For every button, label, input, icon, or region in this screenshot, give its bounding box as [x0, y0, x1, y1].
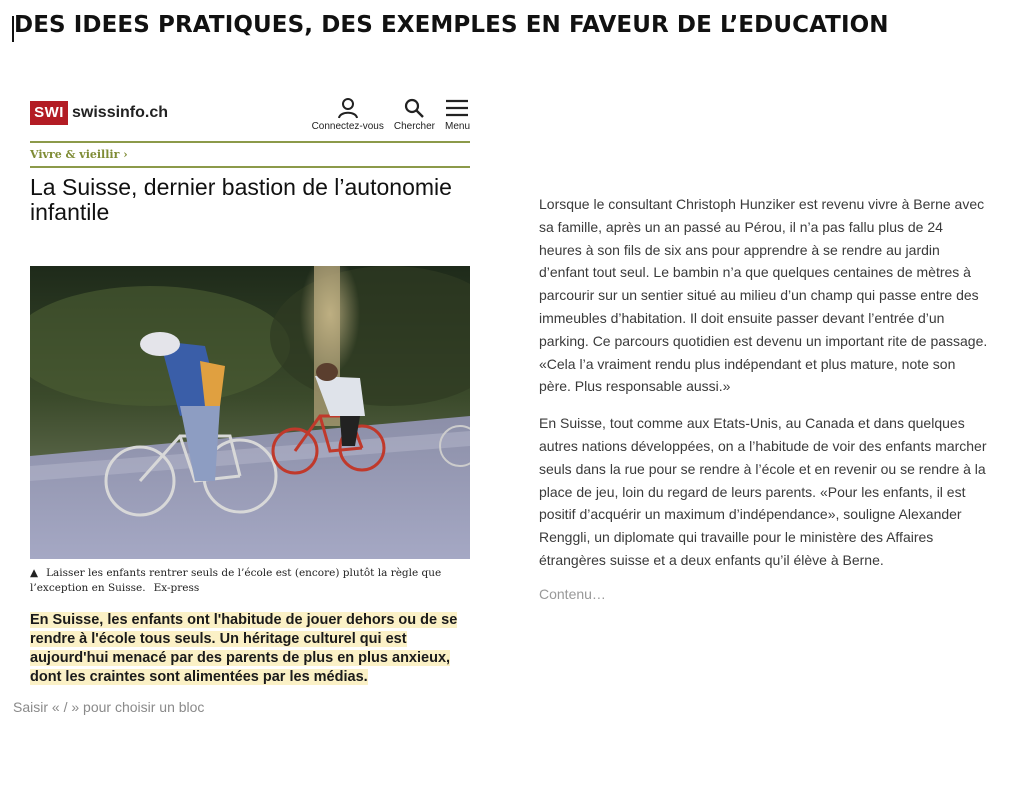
body-paragraph-1[interactable]: Lorsque le consultant Christoph Hunziker est revenu vivre à Berne avec sa famille, après un an passé au Pérou, il n’a pas fallu plus de 24 heures à son fils de six ans pour apprendre à se rendre au jardin d’enfant tout seul. Le bambin n’a que quelques centaines de mètres à parcourir sur un sentier situé au milieu d’un champ qui passe entre des immeubles d’habitation. Il doit ensuite passer devant l’entrée d’un parking. Ce parcours quotidien est devenu un important rite de passage. «Cela l’a vraiment rendu plus indépendant et plus mature, note son père. Plus responsable aussi.»	[539, 196, 988, 395]
search-button[interactable]	[394, 97, 435, 132]
lead-text: En Suisse, les enfants ont l'habitude de jouer dehors ou de se rendre à l'école tous seuls. Un héritage culturel qui est aujourd'hui menacé par des parents de plus en plus anxieux, dont les craintes sont alimentées par les médias.	[30, 612, 458, 685]
login-button[interactable]	[312, 97, 384, 132]
login-label: Connectez-vous	[311, 121, 384, 132]
section-link[interactable]: Vivre & vieillir ›	[30, 148, 128, 161]
article-photo	[30, 266, 470, 559]
hamburger-icon	[445, 97, 469, 119]
logo-site-name: swissinfo.ch	[72, 104, 169, 121]
body-paragraph-2[interactable]: En Suisse, tout comme aux Etats-Unis, au Canada et dans quelques autres nations développées, on a l’habitude de voir des enfants marcher seuls dans la rue pour se rendre à l’école et en revenir ou se rendre à la place de jeu, loin du regard de leurs parents. «Pour les enfants, il est positif d’acquérir un maximum d’indépendance», souligne Alexander Renggli, un diplomate qui travaille pour le ministère des Affaires étrangères suisse et a deux enfants qu’il élève à Berne.	[539, 415, 987, 568]
swissinfo-logo[interactable]	[30, 101, 168, 125]
site-nav	[312, 97, 470, 132]
logo-badge: SWI	[30, 101, 68, 125]
site-header	[30, 95, 470, 137]
block-placeholder[interactable]: Saisir « / » pour choisir un bloc	[13, 699, 205, 715]
article-title: La Suisse, dernier bastion de l’autonomie infantile	[30, 174, 452, 225]
caption-credit: Ex-press	[153, 582, 200, 594]
article-body	[539, 193, 989, 586]
page-heading[interactable]: DES IDEES PRATIQUES, DES EXEMPLES EN FAVEUR DE L’EDUCATION	[14, 12, 889, 38]
article-lead	[30, 611, 472, 687]
user-icon	[337, 97, 359, 119]
continue-link[interactable]: Contenu…	[539, 586, 606, 602]
search-label: Chercher	[393, 121, 435, 132]
search-icon	[403, 97, 425, 119]
caption-triangle-icon: ▲	[30, 567, 39, 579]
caption-text: Laisser les enfants rentrer seuls de l’école est (encore) plutôt la règle que l’exception en Suisse.	[30, 567, 442, 594]
menu-label: Menu	[444, 121, 470, 132]
section-divider-top	[30, 141, 470, 143]
menu-button[interactable]	[445, 97, 470, 132]
section-divider-bottom	[30, 166, 470, 168]
photo-caption	[30, 566, 470, 596]
article-screenshot	[30, 95, 470, 137]
